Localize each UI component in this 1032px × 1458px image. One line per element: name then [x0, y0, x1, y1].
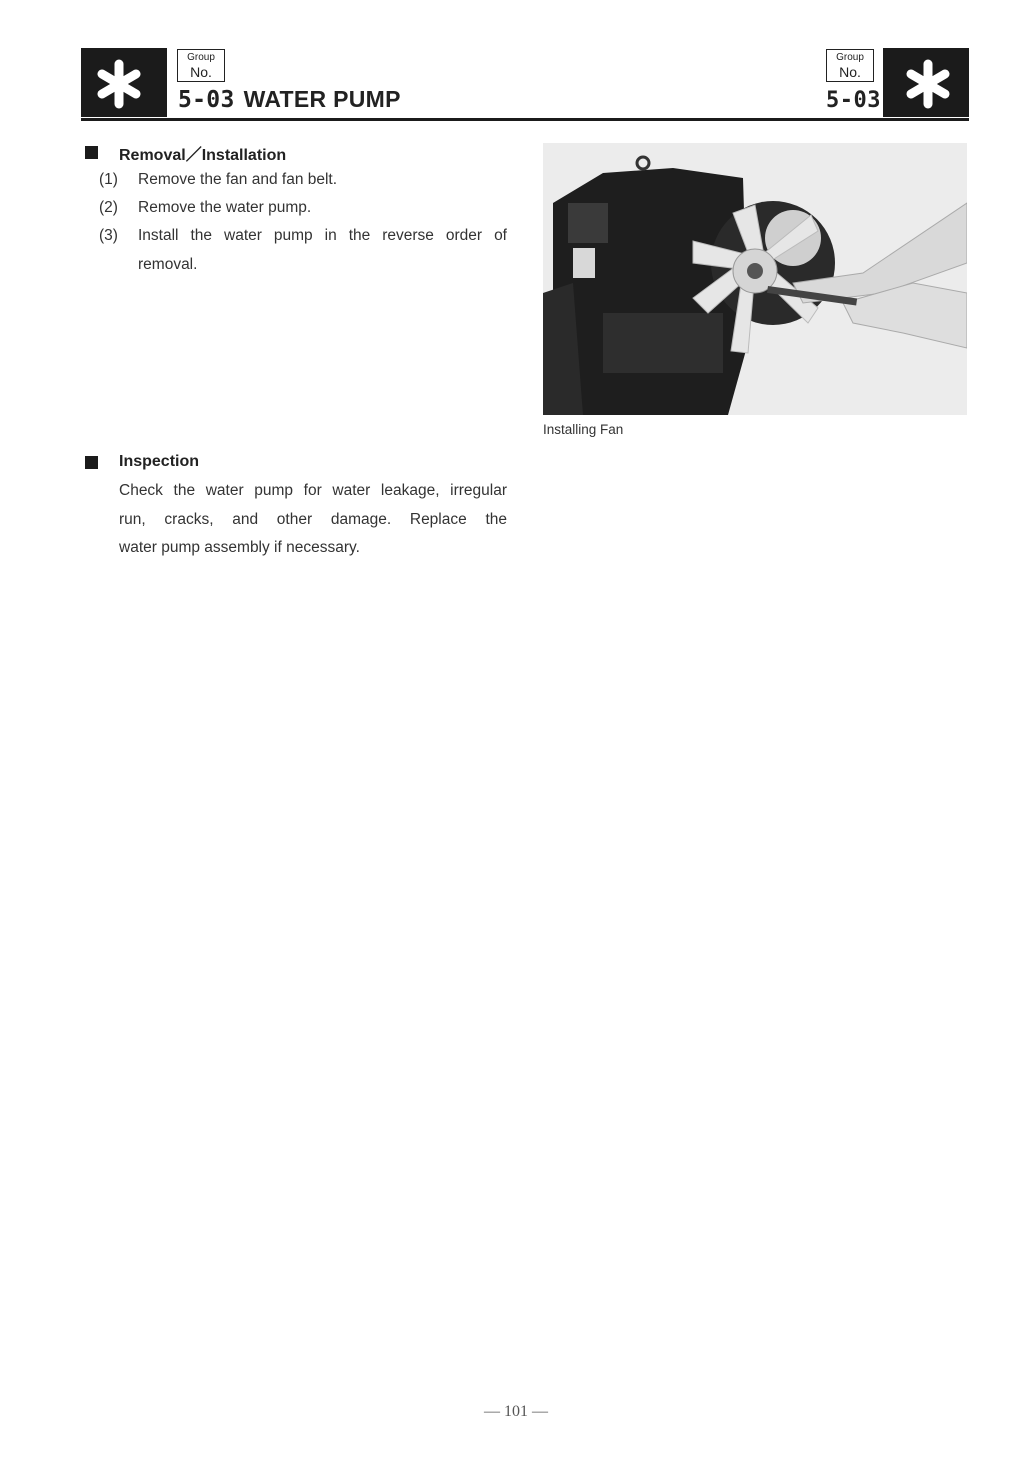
- asterisk-icon: [883, 48, 969, 117]
- asterisk-icon: [81, 48, 167, 117]
- header-divider: [81, 118, 969, 121]
- no-label-right: No.: [839, 64, 861, 80]
- section-number-right: 5-03: [826, 88, 881, 113]
- section-number: 5-03: [178, 87, 235, 113]
- no-label: No.: [190, 64, 212, 80]
- inspection-line: water pump assembly if necessary.: [119, 539, 360, 556]
- inspection-line: run, cracks, and other damage. Replace the: [119, 510, 507, 528]
- group-number-box: [177, 49, 225, 82]
- step-text-continued: removal.: [138, 256, 198, 273]
- page-number: — 101 —: [484, 1403, 548, 1420]
- step-number: (2): [99, 199, 118, 216]
- installing-fan-photo: [543, 143, 967, 415]
- inspection-line: Check the water pump for water leakage, irregular: [119, 482, 507, 499]
- section-title: WATER PUMP: [243, 86, 401, 112]
- group-label-right: Group: [836, 52, 864, 63]
- step-text: Install the water pump in the reverse order of: [138, 227, 507, 244]
- group-number-box-right: [826, 49, 874, 82]
- removal-section-title: Removal／Installation: [119, 147, 287, 164]
- step-number: (3): [99, 227, 118, 244]
- section-bullet-icon: [85, 456, 98, 469]
- section-bullet-icon: [85, 146, 98, 159]
- group-label: Group: [187, 52, 215, 63]
- page-title: [178, 86, 401, 113]
- step-number: (1): [99, 171, 118, 188]
- step-text: Remove the fan and fan belt.: [138, 171, 338, 188]
- inspection-section-title: Inspection: [119, 453, 200, 470]
- inspection-body: [119, 477, 507, 563]
- figure-caption: Installing Fan: [543, 422, 624, 437]
- step-text: Remove the water pump.: [138, 199, 312, 216]
